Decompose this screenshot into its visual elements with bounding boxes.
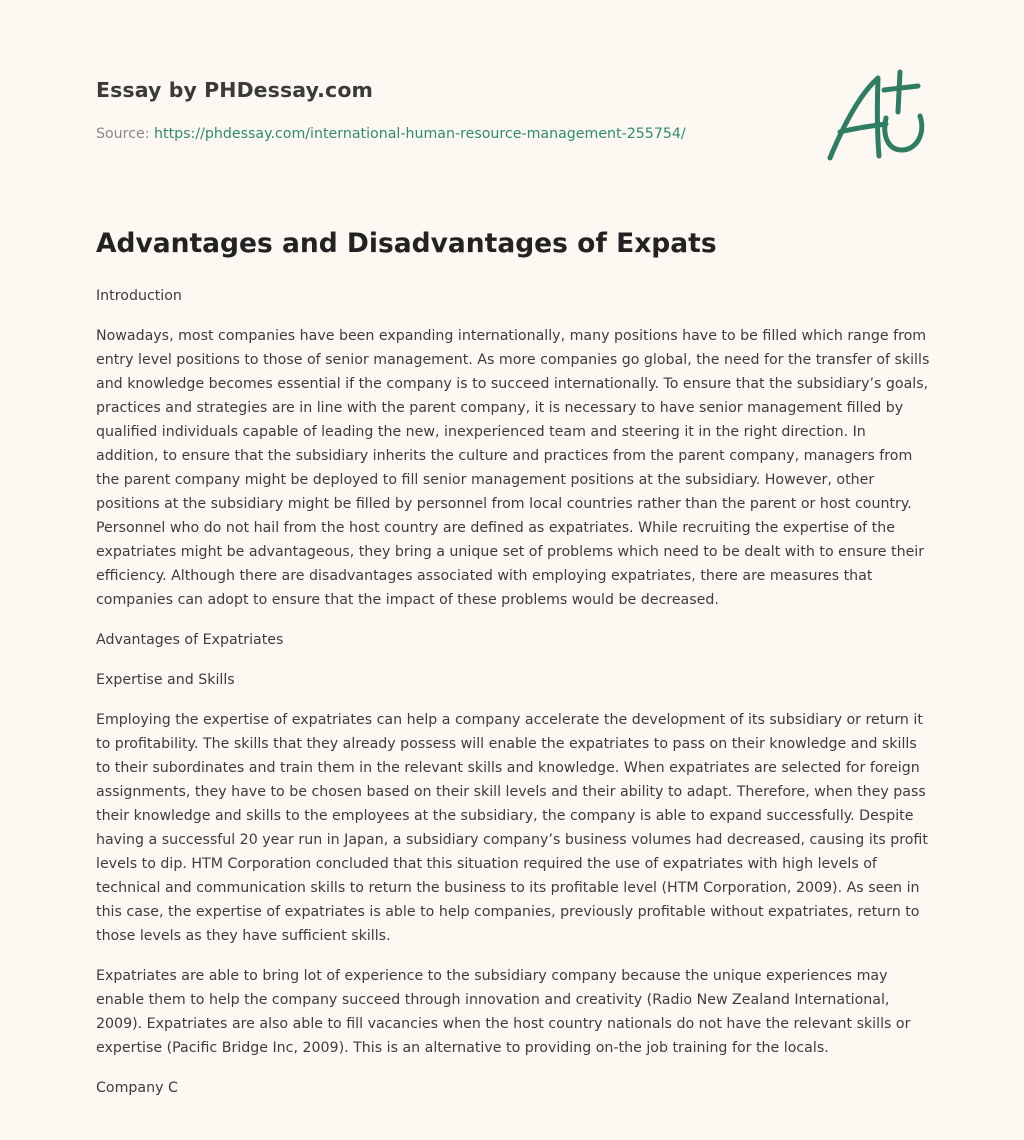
section-heading-company-c: Company C [96, 1080, 178, 1096]
site-brand: Essay by PHDessay.com [96, 78, 373, 102]
essay-body [96, 284, 932, 1116]
section-heading-introduction: Introduction [96, 288, 182, 304]
paragraph-introduction: Nowadays, most companies have been expanding internationally, many positions have to be filled which range from entry level positions to those of senior management. As more companies go global, the need for the transfer of skills and knowledge becomes essential if the company is to succeed internationally. To ensure that the subsidiary’s goals, practices and strategies are in line with the parent company, it is necessary to have senior management filled by qualified individuals capable of leading the new, inexperienced team and steering it in the right direction. In addition, to ensure that the subsidiary inherits the culture and practices from the parent company, managers from the parent company might be deployed to fill senior management positions at the subsidiary. However, other positions at the subsidiary might be filled by personnel from local countries rather than the parent or host country. Personnel who do not hail from the host country are defined as expatriates. While recruiting the expertise of the expatriates might be advantageous, they bring a unique set of problems which need to be dealt with to ensure their efficiency. Although there are disadvantages associated with employing expatriates, there are measures that companies can adopt to ensure that the impact of these problems would be decreased. [96, 328, 930, 608]
essay-title: Advantages and Disadvantages of Expats [96, 228, 717, 259]
paragraph-experience: Expatriates are able to bring lot of experience to the subsidiary company because the unique experiences may enable them to help the company succeed through innovation and creativity (Radio New Zealand International, 2009). Expatriates are also able to fill vacancies when the host country nationals do not have the relevant skills or expertise (Pacific Bridge Inc, 2009). This is an alternative to providing on-the job training for the locals. [96, 968, 911, 1056]
source-label: Source: [96, 126, 155, 142]
subsection-heading-expertise: Expertise and Skills [96, 672, 235, 688]
paragraph-expertise: Employing the expertise of expatriates can help a company accelerate the development of its subsidiary or return it to profitability. The skills that they already possess will enable the expatriates to pass on their knowledge and skills to their subordinates and train them in the relevant skills and knowledge. When expatriates are selected for foreign assignments, they have to be chosen based on their skill levels and their ability to adapt. Therefore, when they pass their knowledge and skills to the employees at the subsidiary, the company is able to expand successfully. Despite having a successful 20 year run in Japan, a subsidiary company’s business volumes had decreased, causing its profit levels to dip. HTM Corporation concluded that this situation required the use of expatriates with high levels of technical and communication skills to return the business to its profitable level (HTM Corporation, 2009). As seen in this case, the expertise of expatriates is able to help companies, previously profitable without expatriates, return to those levels as they have sufficient skills. [96, 712, 928, 944]
source-link[interactable]: https://phdessay.com/international-human-resource-management-255754/ [154, 126, 686, 142]
section-heading-advantages: Advantages of Expatriates [96, 632, 284, 648]
a-plus-logo-icon [822, 66, 932, 166]
page-header [96, 76, 816, 144]
source-line [96, 124, 816, 144]
